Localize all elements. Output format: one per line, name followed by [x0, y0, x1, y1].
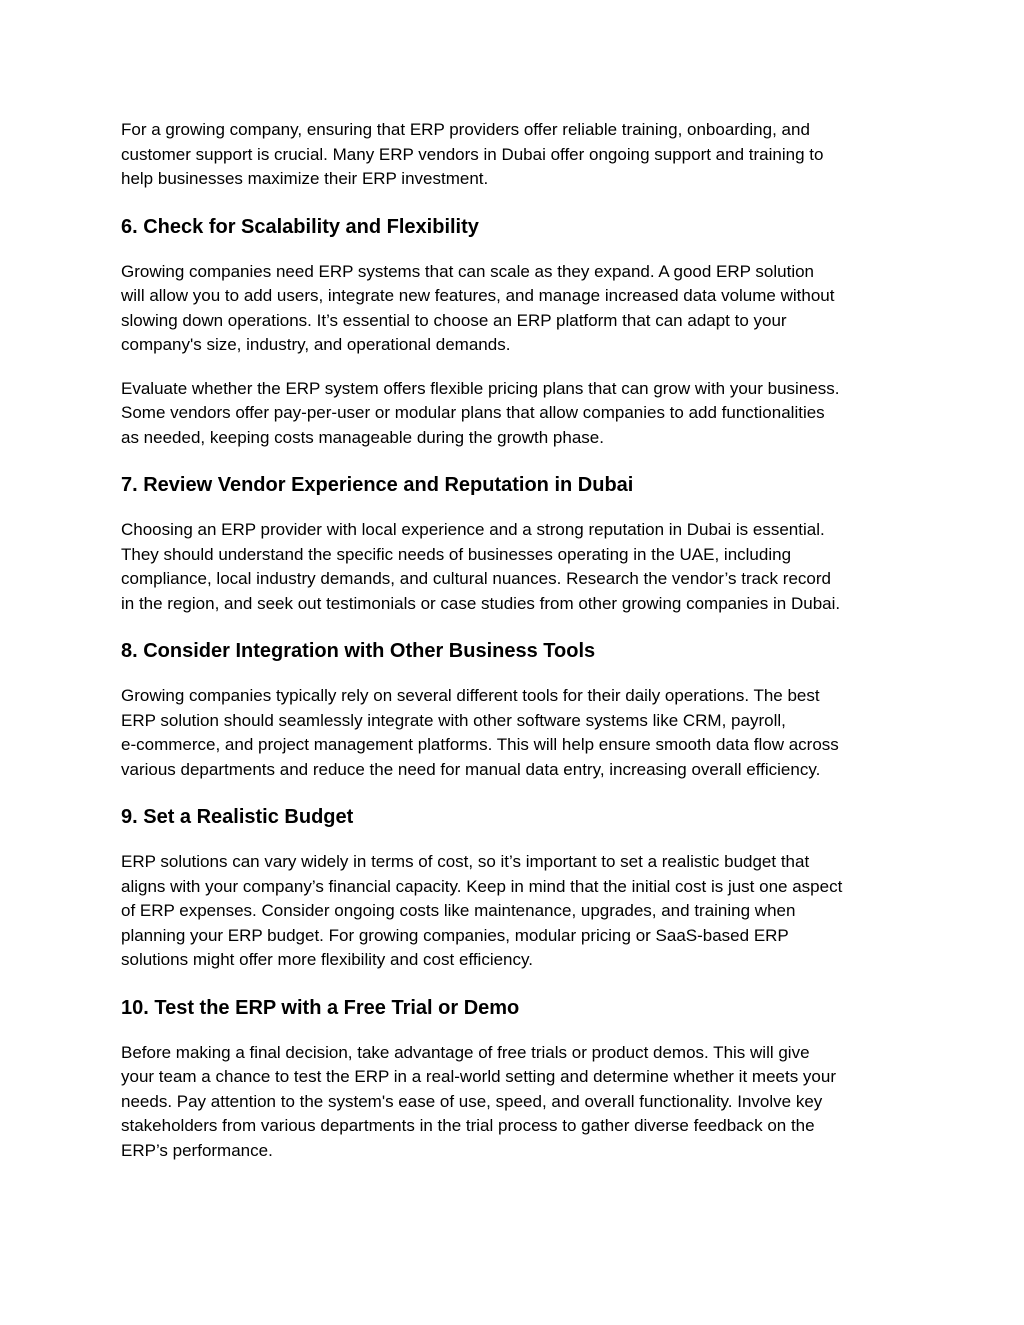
section-free-trial	[121, 995, 911, 1164]
section-heading: 8. Consider Integration with Other Business Tools	[121, 640, 596, 662]
section-heading: 6. Check for Scalability and Flexibility	[121, 215, 479, 238]
section-paragraph: Before making a final decision, take advantage of free trials or product demos. This will give your team a chance to test the ERP in a real-world setting and determine whether it meets your needs. Pay attention to the system's ease of use, speed, and overall functionality. Involve key stakeholders from various departments in the trial process to gather diverse feedback on the ERP’s performance.	[121, 1042, 836, 1160]
section-paragraph: Choosing an ERP provider with local experience and a strong reputation in Dubai is essential. They should understand the specific needs of businesses operating in the UAE, including compliance, local industry demands, and cultural nuances. Research the vendor’s track record in the region, and seek out testimonials or case studies from other growing companies in Dubai.	[121, 520, 841, 613]
section-integration	[121, 638, 911, 782]
section-paragraph: Growing companies typically rely on several different tools for their daily operations. The best ERP solution should seamlessly integrate with other software systems like CRM, payroll, e-commerce, and project management platforms. This will help ensure smooth data flow across various departments and reduce the need for manual data entry, increasing overall efficiency.	[121, 686, 839, 779]
section-heading: 7. Review Vendor Experience and Reputation in Dubai	[121, 474, 634, 496]
section-paragraph: Growing companies need ERP systems that can scale as they expand. A good ERP solution will allow you to add users, integrate new features, and manage increased data volume without slowing down operations. It’s essential to choose an ERP platform that can adapt to your company's size, industry, and operational demands.	[121, 261, 835, 354]
section-vendor-experience	[121, 472, 911, 616]
section-heading: 10. Test the ERP with a Free Trial or Demo	[121, 996, 520, 1019]
section-scalability	[121, 214, 911, 451]
document-page	[121, 118, 911, 1163]
section-budget	[121, 804, 911, 973]
section-heading: 9. Set a Realistic Budget	[121, 806, 354, 828]
section-paragraph: ERP solutions can vary widely in terms of cost, so it’s important to set a realistic budget that aligns with your company’s financial capacity. Keep in mind that the initial cost is just one aspect of ERP expenses. Consider ongoing costs like maintenance, upgrades, and training when planning your ERP budget. For growing companies, modular pricing or SaaS-based ERP solutions might offer more flexibility and cost efficiency.	[121, 852, 843, 969]
intro-paragraph: For a growing company, ensuring that ERP providers offer reliable training, onboarding, and customer support is crucial. Many ERP vendors in Dubai offer ongoing support and training to help businesses maximize their ERP investment.	[121, 120, 824, 188]
section-paragraph: Evaluate whether the ERP system offers flexible pricing plans that can grow with your business. Some vendors offer pay-per-user or modular plans that allow companies to add functionalities as needed, keeping costs manageable during the growth phase.	[121, 378, 840, 447]
